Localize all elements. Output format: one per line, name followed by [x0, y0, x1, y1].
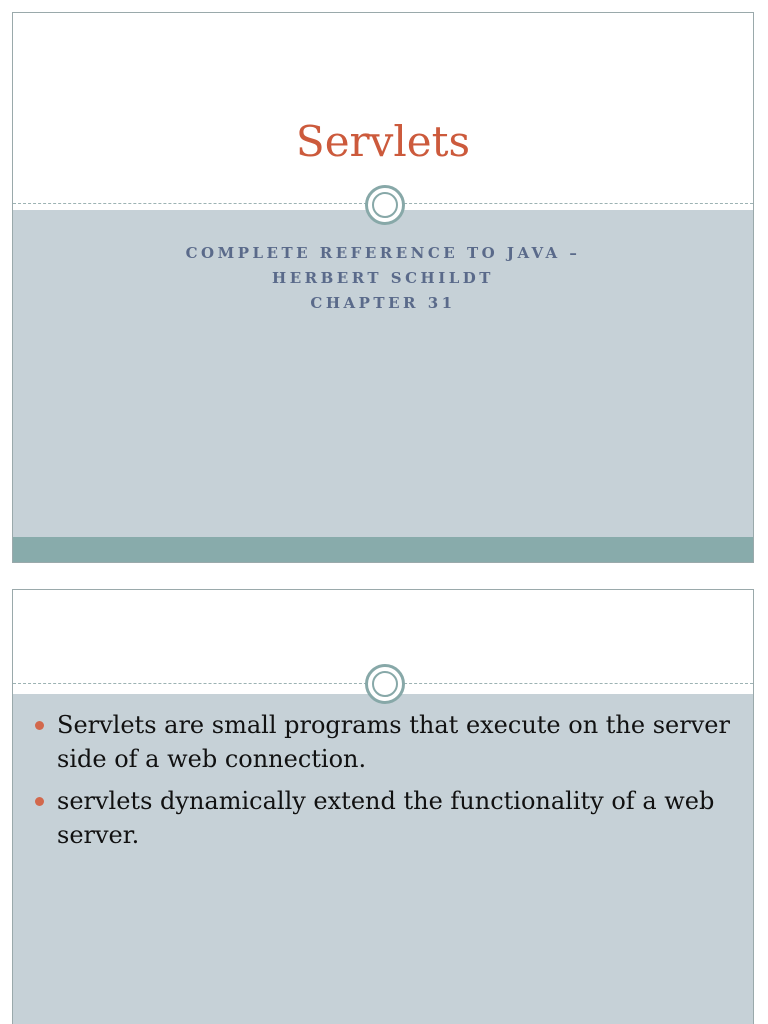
slide-header-area — [13, 13, 753, 206]
bullet-list — [35, 708, 735, 860]
list-item — [35, 784, 735, 852]
subtitle-line: CHAPTER 31 — [310, 294, 456, 312]
list-item — [35, 708, 735, 776]
bullet-icon — [35, 721, 44, 730]
decorative-circle-icon — [365, 664, 405, 704]
bullet-text: Servlets are small programs that execute on the server side of a web connection. — [57, 711, 730, 773]
subtitle-line: HERBERT SCHILDT — [272, 269, 494, 287]
decorative-circle-icon — [365, 185, 405, 225]
footer-band — [13, 537, 753, 563]
content-slide — [12, 589, 754, 1024]
title-slide — [12, 12, 754, 563]
slide-title: Servlets — [295, 117, 471, 166]
subtitle-line: COMPLETE REFERENCE TO JAVA – — [185, 244, 581, 262]
bullet-icon — [35, 797, 44, 806]
slide-subtitle — [13, 241, 753, 316]
bullet-text: servlets dynamically extend the functionality of a web server. — [57, 787, 715, 849]
